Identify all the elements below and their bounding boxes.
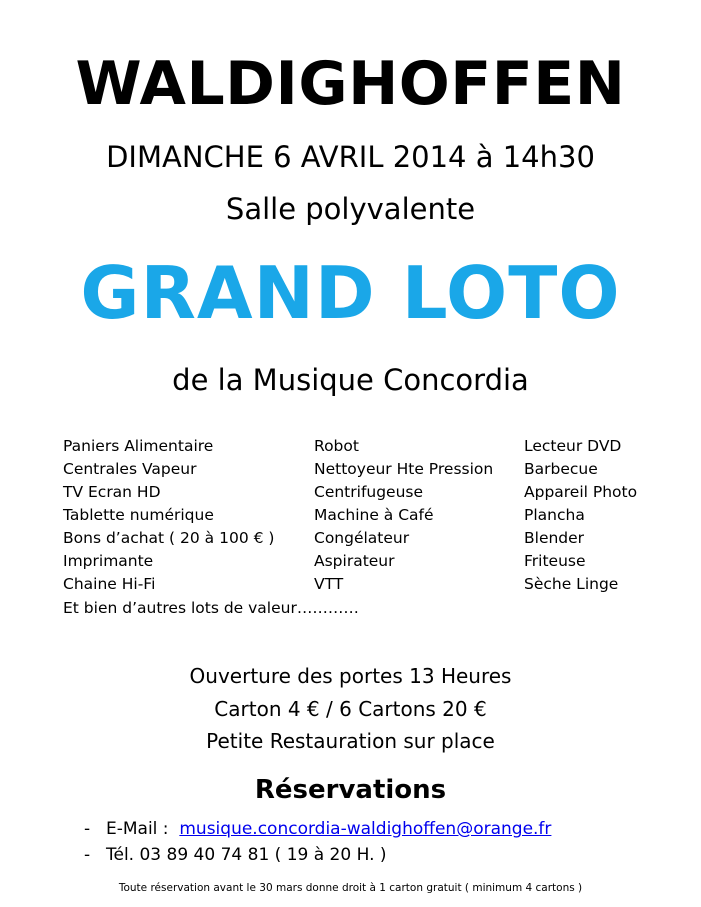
lot-item: Congélateur [314, 529, 410, 547]
event-title: GRAND LOTO [80, 251, 621, 335]
bullet-dash: - [84, 819, 91, 839]
phone-line: Tél. 03 89 40 74 81 ( 19 à 20 H. ) [106, 845, 387, 865]
lot-item: Plancha [524, 506, 585, 524]
opening-time: Ouverture des portes 13 Heures [189, 664, 512, 688]
bullet-dash: - [84, 845, 91, 865]
lot-item: Appareil Photo [524, 483, 638, 501]
lot-item: Nettoyeur Hte Pression [314, 460, 494, 478]
lot-item: Barbecue [524, 460, 598, 478]
lot-item: Blender [524, 529, 585, 547]
lot-item: Tablette numérique [63, 506, 214, 524]
price-info: Carton 4 € / 6 Cartons 20 € [214, 697, 487, 721]
reservations-heading: Réservations [254, 775, 447, 805]
food-info: Petite Restauration sur place [206, 729, 495, 753]
lot-item: Machine à Café [314, 506, 434, 524]
lot-item: Friteuse [524, 552, 586, 570]
email-link[interactable]: musique.concordia-waldighoffen@orange.fr [179, 819, 552, 839]
organizer: de la Musique Concordia [172, 363, 529, 397]
lot-item: Bons d’achat ( 20 à 100 € ) [63, 529, 275, 547]
email-line [106, 816, 551, 842]
lot-item: Centrales Vapeur [63, 460, 197, 478]
lot-item: Imprimante [63, 552, 154, 570]
lot-item: VTT [314, 575, 344, 593]
lot-item: Robot [314, 437, 359, 455]
lot-item: Lecteur DVD [524, 437, 622, 455]
more-lots-note: Et bien d’autres lots de valeur………… [63, 599, 359, 617]
lot-item: Chaine Hi-Fi [63, 575, 156, 593]
lot-item: Aspirateur [314, 552, 395, 570]
event-date: DIMANCHE 6 AVRIL 2014 à 14h30 [106, 140, 595, 174]
lot-item: TV Ecran HD [63, 483, 161, 501]
email-label: E-Mail : [106, 819, 169, 839]
lot-item: Paniers Alimentaire [63, 437, 214, 455]
town-name: WALDIGHOFFEN [75, 49, 626, 119]
footnote: Toute réservation avant le 30 mars donne droit à 1 carton gratuit ( minimum 4 cartons ) [118, 882, 583, 894]
lot-item: Sèche Linge [524, 575, 619, 593]
lot-item: Centrifugeuse [314, 483, 424, 501]
event-venue: Salle polyvalente [225, 192, 476, 226]
